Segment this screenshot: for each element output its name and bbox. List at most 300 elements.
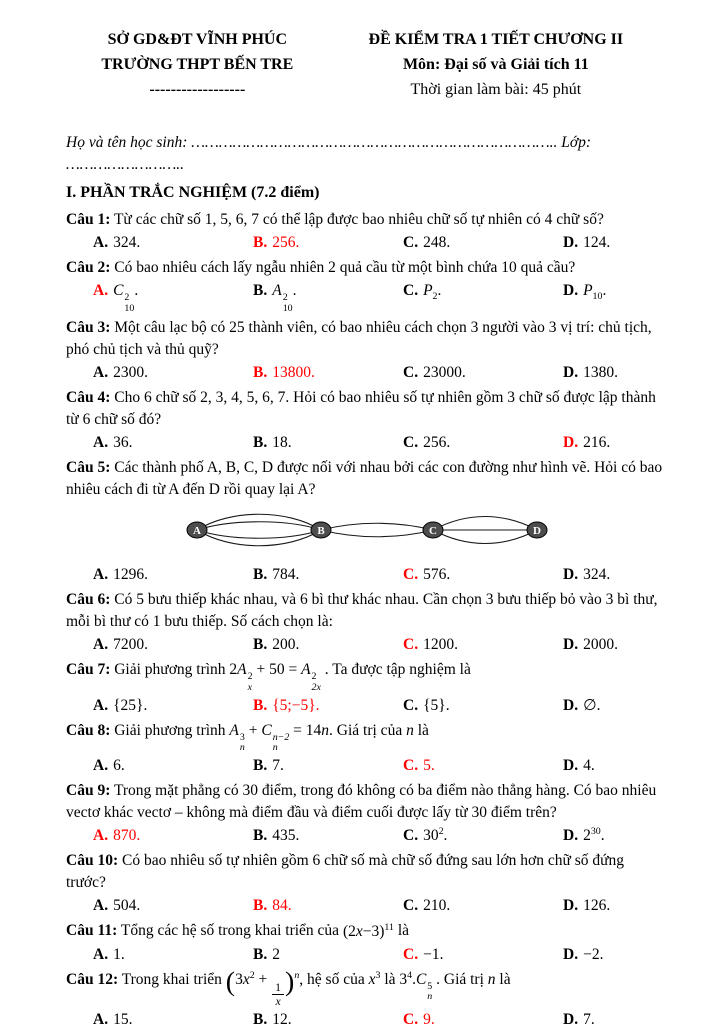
- option-key: D.: [563, 1011, 579, 1024]
- option-key: D.: [563, 434, 579, 452]
- option-key: D.: [563, 757, 579, 775]
- question-text-2: . Ta được tập nghiệm là: [320, 661, 471, 679]
- question-text-2: là: [393, 922, 410, 940]
- department-name: SỞ GD&ĐT VĨNH PHÚC: [107, 31, 288, 48]
- option-key: D.: [563, 234, 579, 252]
- option-d: [563, 432, 663, 454]
- question-label: Câu 1:: [66, 211, 111, 229]
- math-base: C: [113, 282, 124, 300]
- option-c: [403, 634, 563, 656]
- edge-b-c-1: [321, 524, 433, 531]
- question-10-stem: [66, 850, 663, 894]
- question-text-2: . Giá trị của: [329, 721, 407, 739]
- question-label: Câu 9:: [66, 782, 111, 800]
- question-label: Câu 8:: [66, 721, 111, 739]
- math-2-power-30: [583, 827, 601, 844]
- option-b: [253, 944, 403, 966]
- question-2-stem: [66, 257, 663, 279]
- math-combination-C-10-2: [113, 282, 135, 314]
- question-5-stem: [66, 457, 663, 501]
- question-text-3: là: [413, 721, 429, 739]
- option-tail: .: [134, 282, 139, 300]
- question-label: Câu 5:: [66, 459, 111, 477]
- option-key: C.: [403, 636, 419, 654]
- math-middle: + 50 =: [252, 661, 302, 679]
- option-text: 216.: [583, 434, 611, 452]
- math-base: C: [415, 970, 427, 988]
- option-key: A.: [93, 364, 109, 382]
- question-4: [66, 387, 663, 454]
- math-coefficient: 2: [229, 661, 238, 679]
- option-key: A.: [93, 1011, 109, 1024]
- option-text: 200.: [272, 636, 300, 654]
- question-text: Trong khai triển: [118, 970, 226, 988]
- option-text: 126.: [583, 897, 611, 915]
- option-key: D.: [563, 897, 579, 915]
- math-permutation-P-10: [583, 282, 603, 303]
- option-key: B.: [253, 364, 268, 382]
- option-b: [253, 895, 403, 917]
- option-b: [253, 755, 403, 777]
- edge-b-c-2: [321, 530, 433, 537]
- question-11-options: [66, 944, 663, 966]
- node-d-label: D: [532, 525, 541, 538]
- option-text: 576.: [423, 566, 451, 584]
- option-key: D.: [563, 827, 579, 845]
- option-text: 7.: [272, 757, 284, 775]
- option-key: B.: [253, 1011, 268, 1024]
- edge-a-b-2: [197, 522, 321, 530]
- question-7: [66, 659, 663, 716]
- question-text: Một câu lạc bộ có 25 thành viên, có bao nhiêu cách chọn 3 người vào 3 vị trí: chủ tịch, phó chủ tịch và thủ quỹ?: [66, 319, 652, 359]
- option-text: {5}.: [423, 696, 450, 714]
- math-expansion-3x2-plus-1-over-x-power-n: [225, 966, 300, 1008]
- math-variable: x: [242, 970, 250, 988]
- option-tail: .: [443, 827, 448, 845]
- option-key: C.: [403, 696, 419, 714]
- option-key: B.: [253, 827, 268, 845]
- edge-a-b-3: [197, 530, 321, 538]
- question-text: Giải phương trình: [110, 661, 230, 679]
- question-text: Cho 6 chữ số 2, 3, 4, 5, 6, 7. Hỏi có bao nhiêu số tự nhiên gồm 3 chữ số được lập thành từ 6 chữ số đó?: [66, 389, 656, 429]
- option-d: [563, 232, 663, 254]
- question-label: Câu 6:: [66, 591, 111, 609]
- superscript: n−2: [272, 731, 290, 743]
- question-2: [66, 257, 663, 314]
- question-text-5: là: [495, 970, 511, 988]
- exam-duration: Thời gian làm bài: 45 phút: [410, 80, 582, 98]
- math-scripts: [283, 293, 293, 314]
- question-text-4: . Giá trị: [432, 970, 488, 988]
- route-graph: [181, 505, 549, 555]
- option-text: 1.: [113, 945, 125, 963]
- option-key: D.: [563, 945, 579, 963]
- math-scripts: [312, 672, 321, 693]
- math-scripts: [124, 293, 134, 314]
- option-c: [403, 1009, 563, 1024]
- math-scripts: [273, 733, 290, 754]
- math-arrangement-A-10-2: [272, 282, 293, 314]
- question-label: Câu 2:: [66, 259, 111, 277]
- option-b: [253, 280, 403, 314]
- subscript: 2: [432, 291, 438, 303]
- subscript: x: [247, 682, 253, 694]
- superscript-n: n: [294, 969, 300, 981]
- option-d: [563, 695, 663, 717]
- question-3-stem: [66, 317, 663, 361]
- option-text: 324.: [583, 566, 611, 584]
- exam-subject: Môn: Đại số và Giải tích 11: [402, 55, 589, 73]
- question-5: [66, 457, 663, 586]
- option-a: [93, 432, 253, 454]
- superscript: 5: [427, 980, 433, 992]
- option-text: 504.: [113, 897, 141, 915]
- option-key: A.: [93, 945, 109, 963]
- option-text: 256.: [423, 434, 451, 452]
- school-name: TRƯỜNG THPT BẾN TRE: [101, 55, 294, 73]
- math-variable: x: [355, 922, 363, 940]
- option-key: B.: [253, 282, 268, 300]
- question-11-stem: [66, 920, 663, 942]
- option-key: B.: [253, 434, 268, 452]
- math-permutation-P-2: [423, 282, 438, 303]
- math-plus: +: [244, 721, 262, 739]
- question-label: Câu 11:: [66, 922, 118, 940]
- option-key: A.: [93, 757, 109, 775]
- option-key: B.: [253, 566, 268, 584]
- option-a: [93, 825, 253, 847]
- question-text: Tổng các hệ số trong khai triển của: [117, 922, 343, 940]
- question-6-stem: [66, 589, 663, 633]
- option-b: [253, 634, 403, 656]
- math-term-A-n-3: [229, 721, 245, 754]
- edge-c-d-1: [433, 517, 537, 531]
- superscript: 2: [438, 826, 444, 838]
- option-text: 9.: [423, 1011, 435, 1024]
- question-7-stem: [66, 659, 663, 693]
- question-text: Có bao nhiêu cách lấy ngẫu nhiên 2 quả cầu từ một bình chứa 10 quả cầu?: [110, 259, 576, 277]
- numerator: 1: [272, 981, 284, 995]
- math-base: A: [237, 661, 247, 679]
- option-a: [93, 634, 253, 656]
- superscript: 2: [282, 292, 288, 304]
- option-key: D.: [563, 566, 579, 584]
- option-tail: .: [600, 827, 605, 845]
- option-text: 784.: [272, 566, 300, 584]
- option-key: B.: [253, 636, 268, 654]
- option-key: A.: [93, 897, 109, 915]
- question-9-options: [66, 825, 663, 847]
- option-key: D.: [563, 636, 579, 654]
- option-a: [93, 1009, 253, 1024]
- diagram-edges: [197, 515, 537, 547]
- option-text: 2300.: [113, 364, 148, 382]
- superscript: 2: [247, 671, 253, 683]
- school-block: [66, 28, 329, 102]
- question-10: [66, 850, 663, 917]
- math-equation-term-1: [229, 661, 253, 694]
- math-base: 3: [399, 970, 408, 988]
- option-b: [253, 1009, 403, 1024]
- option-b: [253, 432, 403, 454]
- option-b: [253, 362, 403, 384]
- math-base: P: [423, 282, 433, 300]
- option-c: [403, 755, 563, 777]
- option-text: 23000.: [423, 364, 466, 382]
- question-label: Câu 12:: [66, 970, 119, 988]
- question-10-options: [66, 895, 663, 917]
- option-text: 248.: [423, 234, 451, 252]
- math-close: −3): [362, 922, 385, 940]
- option-text: 2: [272, 945, 280, 963]
- question-text: Có bao nhiêu số tự nhiên gồm 6 chữ số mà chữ số đứng sau lớn hơn chữ số đứng trước?: [66, 852, 625, 892]
- node-a-label: A: [192, 525, 201, 538]
- option-text: 5.: [423, 757, 435, 775]
- question-text: Trong mặt phẳng có 30 điểm, trong đó không có ba điểm nào thẳng hàng. Có bao nhiêu vectơ khác vectơ – không mà điểm đầu và điểm cuối được lấy từ 30 điểm trên?: [66, 782, 657, 822]
- math-base: 2: [583, 827, 591, 845]
- option-text: 124.: [583, 234, 611, 252]
- question-text: Từ các chữ số 1, 5, 6, 7 có thể lập được bao nhiêu chữ số tự nhiên có 4 chữ số?: [110, 211, 604, 229]
- denominator: x: [275, 994, 281, 1008]
- math-base: A: [229, 721, 239, 739]
- math-30-squared: [423, 827, 443, 844]
- option-key: B.: [253, 897, 268, 915]
- option-text: 1380.: [583, 364, 618, 382]
- option-d: [563, 825, 663, 847]
- option-key: D.: [563, 364, 579, 382]
- option-key: B.: [253, 234, 268, 252]
- option-text: 435.: [272, 827, 300, 845]
- math-base: C: [261, 721, 272, 739]
- option-c: [403, 895, 563, 917]
- option-key: D.: [563, 696, 579, 714]
- option-d: [563, 634, 663, 656]
- question-1-options: [66, 232, 663, 254]
- option-a: [93, 895, 253, 917]
- q5-route-diagram: [66, 505, 663, 562]
- option-text: −1.: [423, 945, 444, 963]
- superscript: 3: [239, 731, 245, 743]
- question-1: [66, 209, 663, 254]
- option-c: [403, 362, 563, 384]
- fraction-1-over-x: [272, 981, 284, 1008]
- option-key: A.: [93, 282, 109, 300]
- option-key: C.: [403, 364, 419, 382]
- superscript: 2: [311, 671, 317, 683]
- option-text: 84.: [272, 897, 292, 915]
- option-text: 256.: [272, 234, 300, 252]
- math-C-n-5: [415, 970, 433, 1003]
- question-12-options: [66, 1009, 663, 1024]
- option-text: ∅.: [583, 696, 601, 714]
- option-key: B.: [253, 945, 268, 963]
- superscript: 11: [384, 921, 394, 933]
- question-4-options: [66, 432, 663, 454]
- option-b: [253, 564, 403, 586]
- question-12-stem: [66, 966, 663, 1009]
- question-label: Câu 10:: [66, 852, 119, 870]
- math-dot: .: [412, 970, 416, 988]
- option-text: 6.: [113, 757, 125, 775]
- subscript: 2x: [311, 682, 321, 694]
- math-base: P: [583, 282, 593, 300]
- option-text: {25}.: [113, 696, 148, 714]
- question-text: Có 5 bưu thiếp khác nhau, và 6 bì thư khác nhau. Cần chọn 3 bưu thiếp bỏ vào 3 bì thư, mỗi bì thư có 1 bưu thiếp. Số cách chọn là:: [66, 591, 658, 631]
- option-text: 7200.: [113, 636, 148, 654]
- math-base: A: [301, 661, 311, 679]
- option-d: [563, 564, 663, 586]
- superscript: 4: [407, 969, 413, 981]
- math-coefficient: 3: [235, 970, 243, 988]
- exam-title: ĐỀ KIỂM TRA 1 TIẾT CHƯƠNG II: [368, 31, 624, 48]
- node-b-label: B: [316, 525, 325, 538]
- student-name-line: Họ và tên học sinh: …………………………………………………………………….. Lớp: ……………………..: [66, 134, 592, 174]
- option-a: [93, 944, 253, 966]
- section-title: I. PHẦN TRẮC NGHIỆM (7.2 điểm): [66, 184, 320, 202]
- option-d: [563, 362, 663, 384]
- math-3-power-4: [399, 971, 412, 988]
- option-key: C.: [403, 827, 419, 845]
- math-base: 30: [423, 827, 439, 845]
- superscript: 30: [590, 826, 601, 838]
- math-binomial-2x-3-power-11: [343, 923, 394, 940]
- option-key: A.: [93, 827, 109, 845]
- subscript: n: [427, 991, 433, 1003]
- option-key: A.: [93, 566, 109, 584]
- math-base: A: [272, 282, 282, 300]
- question-3: [66, 317, 663, 384]
- option-d: [563, 1009, 663, 1024]
- question-text-3: là: [380, 970, 400, 988]
- option-key: A.: [93, 234, 109, 252]
- option-text: 324.: [113, 234, 141, 252]
- question-label: Câu 4:: [66, 389, 111, 407]
- option-key: C.: [403, 282, 419, 300]
- option-c: [403, 280, 563, 304]
- question-12: [66, 966, 663, 1024]
- option-d: [563, 944, 663, 966]
- subscript: 10: [592, 291, 603, 303]
- option-key: A.: [93, 434, 109, 452]
- option-c: [403, 825, 563, 847]
- superscript: 3: [375, 969, 381, 981]
- math-equation-term-2: [301, 661, 321, 694]
- option-text: {5;−5}.: [272, 696, 320, 714]
- question-9: [66, 780, 663, 847]
- option-text: 13800.: [272, 364, 315, 382]
- option-text: 870.: [113, 827, 141, 845]
- option-d: [563, 755, 663, 777]
- option-key: A.: [93, 696, 109, 714]
- document-header: [66, 28, 663, 102]
- option-text: 12.: [272, 1011, 292, 1024]
- question-text: Các thành phố A, B, C, D được nối với nhau bởi các con đường như hình vẽ. Hỏi có bao nhiêu cách đi từ A đến D rồi quay lại A?: [66, 459, 663, 499]
- math-open: (2: [342, 922, 356, 940]
- question-1-stem: [66, 209, 663, 231]
- node-c-label: C: [428, 525, 437, 538]
- option-a: [93, 280, 253, 314]
- question-6: [66, 589, 663, 656]
- question-11: [66, 920, 663, 965]
- subscript: n: [272, 742, 278, 754]
- option-key: C.: [403, 757, 419, 775]
- exam-title-block: [329, 28, 663, 102]
- option-tail: .: [602, 282, 607, 300]
- option-a: [93, 362, 253, 384]
- question-text: Giải phương trình: [110, 721, 230, 739]
- math-base: x: [368, 970, 376, 988]
- math-plus: +: [254, 970, 272, 988]
- math-equals: = 14: [289, 721, 322, 739]
- option-text: 18.: [272, 434, 292, 452]
- variable-n: n: [487, 970, 496, 988]
- option-tail: .: [292, 282, 297, 300]
- question-8-options: [66, 755, 663, 777]
- option-key: C.: [403, 945, 419, 963]
- option-text: 4.: [583, 757, 595, 775]
- math-variable-n: n: [321, 721, 330, 739]
- question-text-2: , hệ số của: [299, 970, 369, 988]
- question-5-options: [66, 564, 663, 586]
- divider-dashes: ------------------: [149, 80, 246, 98]
- option-b: [253, 695, 403, 717]
- question-8: [66, 720, 663, 777]
- option-key: D.: [563, 282, 579, 300]
- option-c: [403, 432, 563, 454]
- option-d: [563, 280, 663, 304]
- option-key: C.: [403, 434, 419, 452]
- option-text: 1200.: [423, 636, 458, 654]
- option-text: 2000.: [583, 636, 618, 654]
- option-key: C.: [403, 566, 419, 584]
- option-b: [253, 232, 403, 254]
- option-key: C.: [403, 1011, 419, 1024]
- superscript: 2: [249, 969, 255, 981]
- math-term-C-n-n-2: [261, 721, 290, 754]
- subscript: n: [239, 742, 245, 754]
- question-3-options: [66, 362, 663, 384]
- option-text: −2.: [583, 945, 604, 963]
- option-a: [93, 755, 253, 777]
- question-2-options: [66, 280, 663, 314]
- option-b: [253, 825, 403, 847]
- right-paren: ): [285, 966, 295, 998]
- question-4-stem: [66, 387, 663, 431]
- option-text: 210.: [423, 897, 451, 915]
- option-c: [403, 232, 563, 254]
- variable-n: n: [406, 721, 414, 739]
- option-text: 15.: [113, 1011, 133, 1024]
- superscript: 2: [124, 292, 130, 304]
- question-label: Câu 3:: [66, 319, 111, 337]
- subscript: 10: [124, 302, 135, 314]
- question-8-stem: [66, 720, 663, 754]
- option-c: [403, 564, 563, 586]
- option-tail: .: [437, 282, 442, 300]
- option-text: 7.: [583, 1011, 595, 1024]
- math-x-cubed: [369, 971, 381, 988]
- option-key: C.: [403, 897, 419, 915]
- question-6-options: [66, 634, 663, 656]
- subscript: 10: [282, 302, 293, 314]
- option-c: [403, 944, 563, 966]
- option-d: [563, 895, 663, 917]
- edge-c-d-3: [433, 530, 537, 544]
- option-text: 36.: [113, 434, 133, 452]
- option-a: [93, 232, 253, 254]
- question-7-options: [66, 695, 663, 717]
- option-a: [93, 564, 253, 586]
